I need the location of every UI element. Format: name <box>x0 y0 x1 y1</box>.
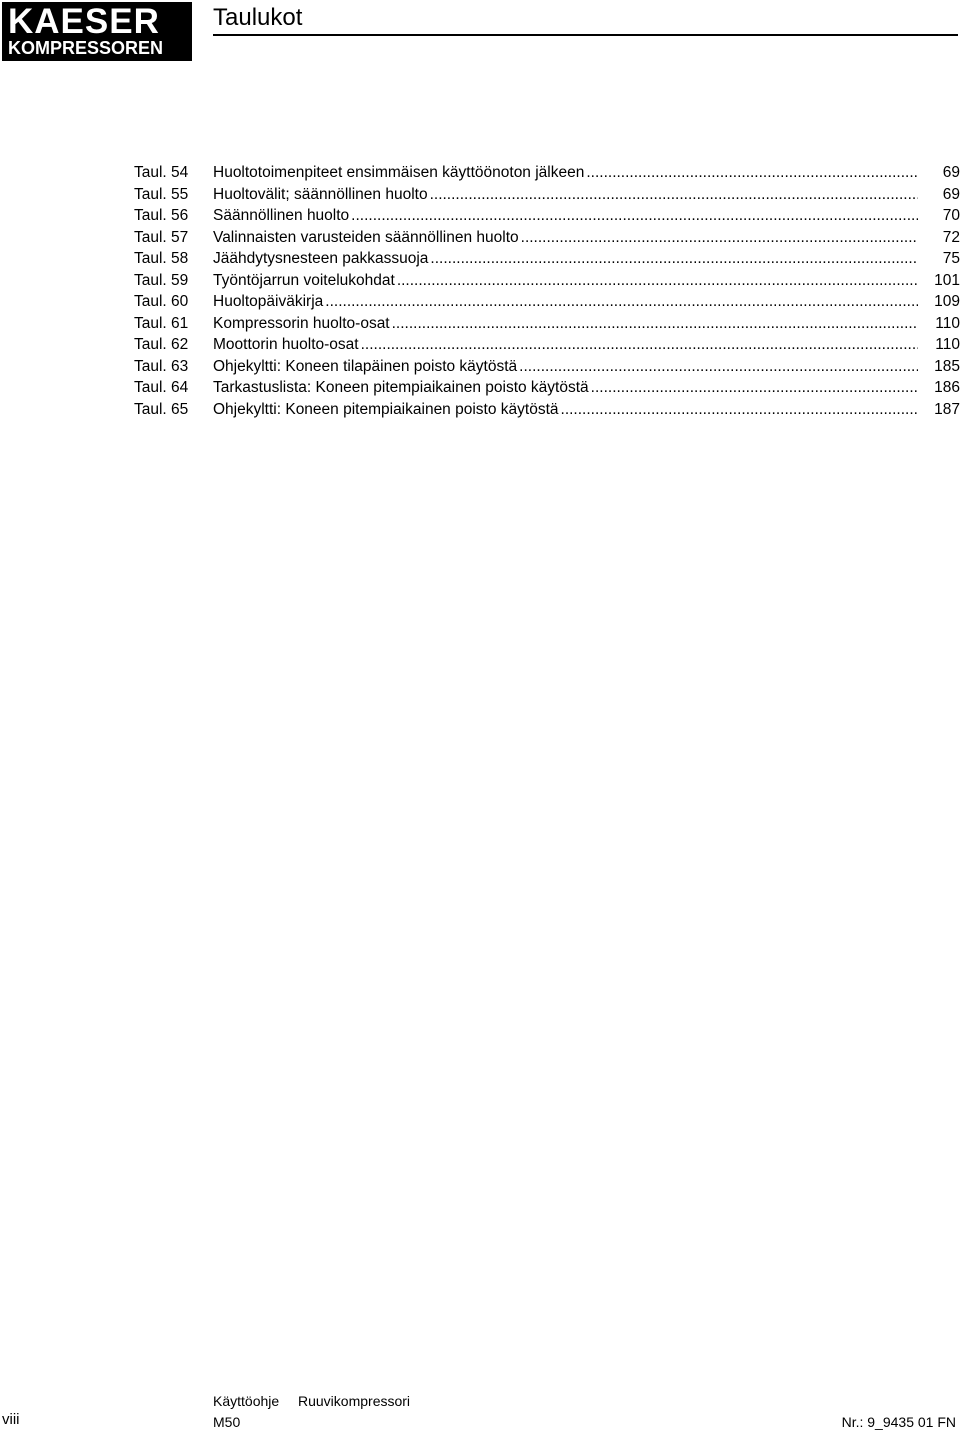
toc-entry[interactable] <box>134 377 960 399</box>
toc-leader-dots <box>559 399 918 421</box>
toc-leader-dots <box>519 227 918 249</box>
toc-entry-page: 110 <box>935 336 960 353</box>
toc-entry-number: Taul. 62 <box>134 336 189 353</box>
toc-entry-title: Ohjekyltti: Koneen tilapäinen poisto käytöstä <box>213 357 518 375</box>
toc-entry-title: Jäähdytysnesteen pakkassuoja <box>213 250 429 267</box>
toc-entry[interactable] <box>134 291 960 313</box>
footer-doc-type: Käyttöohje <box>213 1393 280 1409</box>
toc-entry-page: 187 <box>934 400 960 418</box>
toc-entry-number: Taul. 59 <box>134 271 189 289</box>
toc-entry-page: 69 <box>942 185 960 203</box>
toc-entry-title-wrap <box>213 334 918 356</box>
toc-entry-number: Taul. 55 <box>134 185 189 203</box>
logo-line2: KOMPRESSOREN <box>8 38 164 58</box>
toc-entry[interactable] <box>134 399 960 421</box>
toc-entry-title: Valinnaisten varusteiden säännöllinen huolto <box>213 228 519 246</box>
toc-entry-title-wrap <box>213 205 918 227</box>
toc-entry-title: Kompressorin huolto-osat <box>213 314 390 332</box>
toc-entry-number: Taul. 57 <box>134 228 189 246</box>
toc-entry[interactable] <box>134 313 960 335</box>
toc-leader-dots <box>428 184 918 206</box>
toc-leader-dots <box>517 356 918 378</box>
toc-leader-dots <box>395 270 918 292</box>
toc-entry-title-wrap <box>213 227 918 249</box>
footer-doc-number: Nr.: 9_9435 01 FN <box>841 1414 956 1430</box>
toc-leader-dots <box>589 377 918 399</box>
toc-entry-page: 109 <box>934 293 960 310</box>
toc-entry-title-wrap <box>213 399 918 421</box>
toc-entry[interactable] <box>134 162 960 184</box>
toc-entry-number: Taul. 65 <box>134 400 189 418</box>
toc-entry-page: 72 <box>942 228 960 246</box>
toc-entry-number: Taul. 64 <box>134 379 189 396</box>
footer-page-number: viii <box>2 1411 20 1428</box>
toc-entry-title-wrap <box>213 184 918 206</box>
toc-entry-title-wrap <box>213 291 918 313</box>
toc-entry-title: Huoltovälit; säännöllinen huolto <box>213 185 428 203</box>
toc-entry-page: 75 <box>942 250 960 267</box>
page-title: Taulukot <box>213 4 303 31</box>
toc-entry-page: 101 <box>934 271 960 289</box>
toc-entry-number: Taul. 56 <box>134 207 189 224</box>
kaeser-logo <box>2 2 192 61</box>
toc-entry-page: 186 <box>934 379 960 396</box>
toc-entry-title: Työntöjarrun voitelukohdat <box>213 271 395 289</box>
toc-entry-title-wrap <box>213 248 918 270</box>
toc-entry-number: Taul. 63 <box>134 357 189 375</box>
logo-line1: KAESER <box>8 2 160 41</box>
toc-entry-number: Taul. 60 <box>134 293 189 310</box>
toc-entry-page: 185 <box>934 357 960 375</box>
toc-entry[interactable] <box>134 248 960 270</box>
toc-leader-dots <box>359 334 918 356</box>
toc-leader-dots <box>428 248 918 270</box>
toc-entry-page: 110 <box>935 314 960 332</box>
toc-entry-title: Tarkastuslista: Koneen pitempiaikainen poisto käytöstä <box>213 379 589 396</box>
toc-entry[interactable] <box>134 270 960 292</box>
toc-entry-title: Huoltopäiväkirja <box>213 293 324 310</box>
toc-entry[interactable] <box>134 334 960 356</box>
toc-entry-title-wrap <box>213 270 918 292</box>
toc-entry[interactable] <box>134 205 960 227</box>
toc-entry-page: 70 <box>942 207 960 224</box>
toc-leader-dots <box>323 291 918 313</box>
toc-entry-title-wrap <box>213 162 918 184</box>
footer-model: M50 <box>213 1414 241 1430</box>
toc-leader-dots <box>584 162 918 184</box>
toc-entry-page: 69 <box>942 164 960 181</box>
toc-leader-dots <box>390 313 918 335</box>
toc-entry-title: Ohjekyltti: Koneen pitempiaikainen poisto käytöstä <box>213 400 559 418</box>
toc-entry-number: Taul. 58 <box>134 250 189 267</box>
footer-product: Ruuvikompressori <box>298 1393 411 1409</box>
toc-entry-title-wrap <box>213 377 918 399</box>
toc-entry[interactable] <box>134 227 960 249</box>
toc-entry-title-wrap <box>213 313 918 335</box>
toc-entry-title: Säännöllinen huolto <box>213 207 350 224</box>
toc-entry-number: Taul. 54 <box>134 164 189 181</box>
toc-entry-title: Moottorin huolto-osat <box>213 336 359 353</box>
toc-entry-title-wrap <box>213 356 918 378</box>
toc-entry[interactable] <box>134 356 960 378</box>
toc-entry-number: Taul. 61 <box>134 314 189 332</box>
toc-leader-dots <box>349 205 918 227</box>
toc-entry-title: Huoltotoimenpiteet ensimmäisen käyttöönoton jälkeen <box>213 164 585 181</box>
toc-entry[interactable] <box>134 184 960 206</box>
table-of-tables <box>134 162 960 420</box>
title-divider <box>213 34 958 36</box>
